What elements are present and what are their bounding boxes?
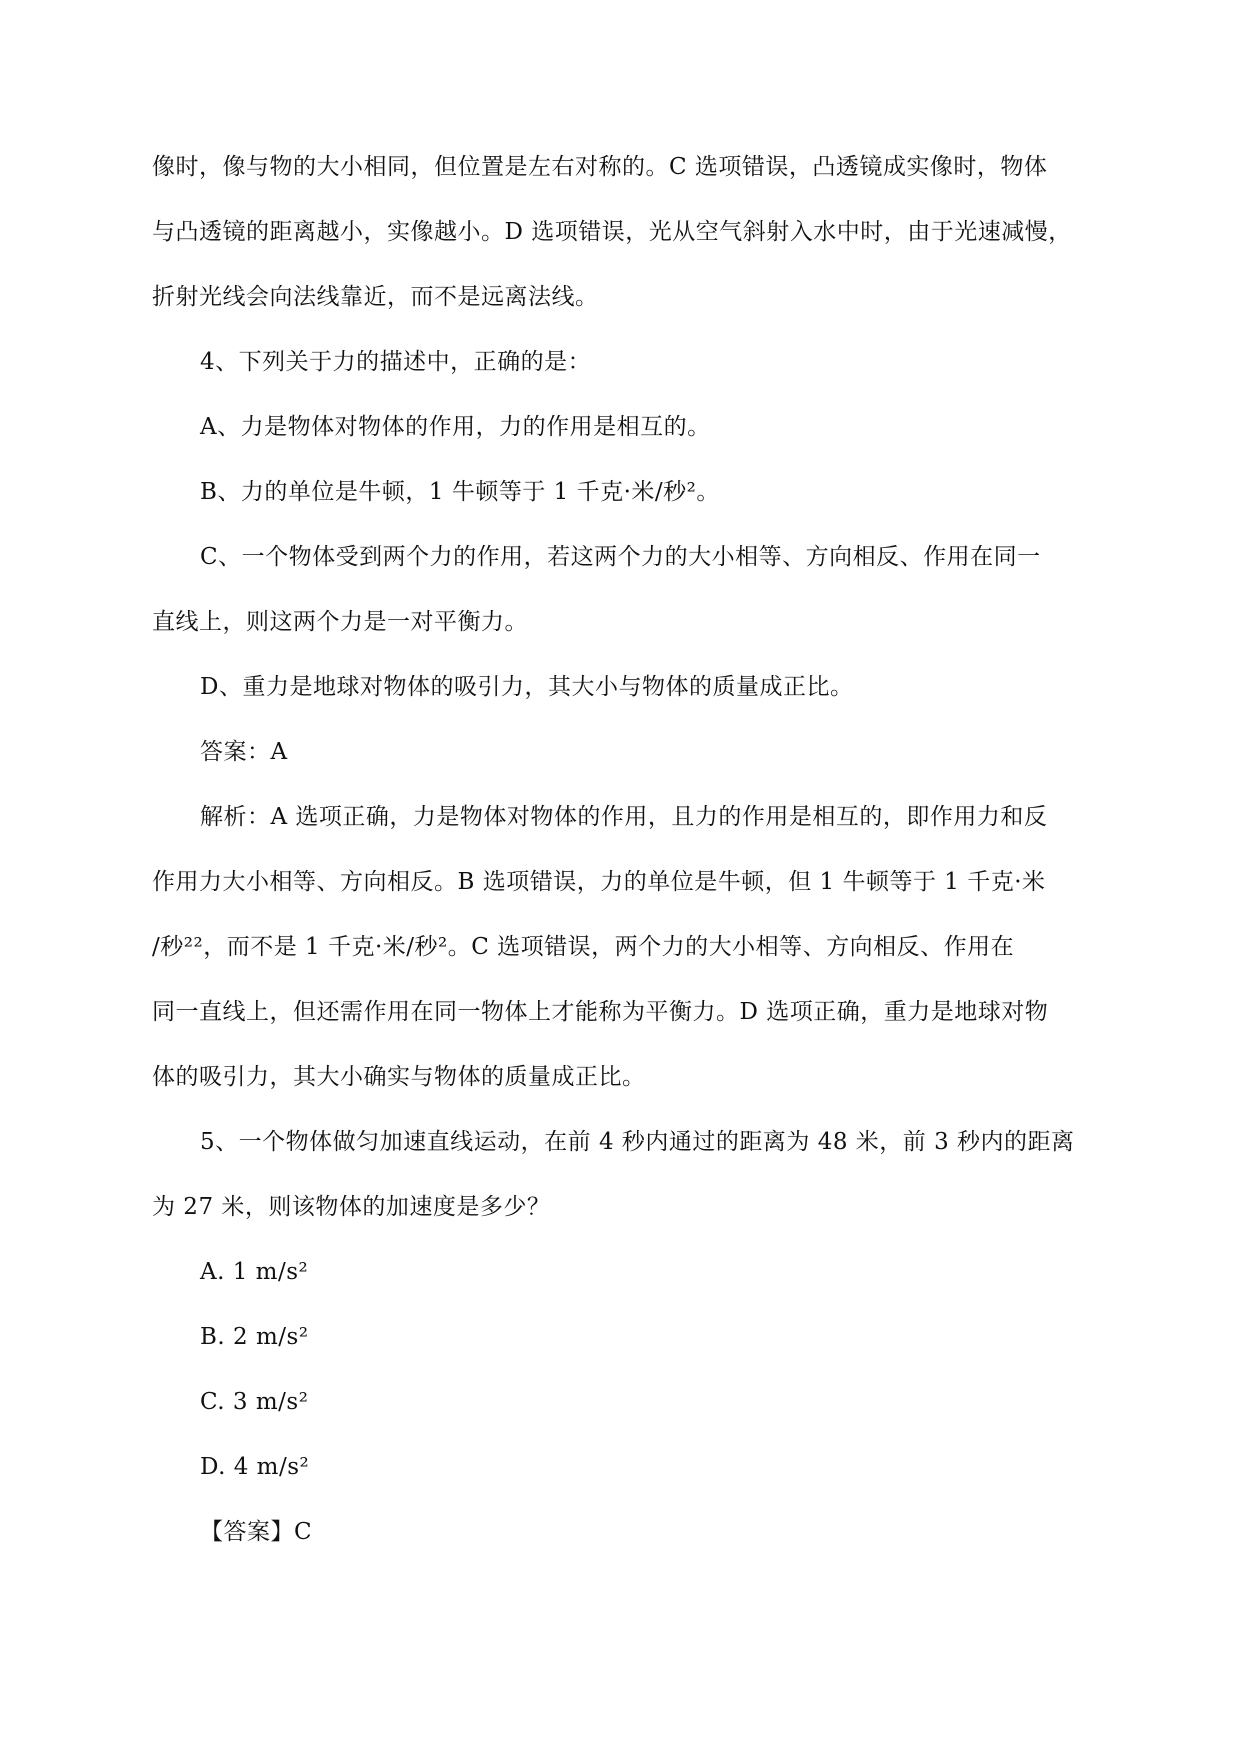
question-4-option-b: B、力的单位是牛顿，1 牛顿等于 1 千克·米/秒²。 [200, 479, 720, 505]
question-4-explanation: 解析：A 选项正确，力是物体对物体的作用，且力的作用是相互的，即作用力和反 [200, 804, 1048, 830]
text-line: 体的吸引力，其大小确实与物体的质量成正比。 [152, 1064, 646, 1090]
question-5-option-c: C. 3 m/s² [200, 1389, 309, 1415]
question-4-option-d: D、重力是地球对物体的吸引力，其大小与物体的质量成正比。 [200, 674, 854, 700]
question-5-option-d: D. 4 m/s² [200, 1454, 310, 1480]
text-line: 像时，像与物的大小相同，但位置是左右对称的。C 选项错误，凸透镜成实像时，物体 [152, 154, 1048, 180]
question-5-option-a: A. 1 m/s² [200, 1259, 309, 1285]
question-4-option-c: C、一个物体受到两个力的作用，若这两个力的大小相等、方向相反、作用在同一 [200, 544, 1041, 570]
text-line: 与凸透镜的距离越小，实像越小。D 选项错误，光从空气斜射入水中时，由于光速减慢， [152, 219, 1072, 245]
question-5-answer: 【答案】C [200, 1519, 313, 1545]
text-line: 作用力大小相等、方向相反。B 选项错误，力的单位是牛顿，但 1 牛顿等于 1 千克·米 [152, 869, 1046, 895]
question-4-option-c-cont: 直线上，则这两个力是一对平衡力。 [152, 609, 528, 635]
text-line: 折射光线会向法线靠近，而不是远离法线。 [152, 284, 599, 310]
text-line: 同一直线上，但还需作用在同一物体上才能称为平衡力。D 选项正确，重力是地球对物 [152, 999, 1049, 1025]
question-5-option-b: B. 2 m/s² [200, 1324, 309, 1350]
question-4-answer: 答案：A [200, 739, 288, 765]
question-5-stem: 5、一个物体做匀加速直线运动，在前 4 秒内通过的距离为 48 米，前 3 秒内的距离 [200, 1129, 1075, 1155]
text-line: /秒²²，而不是 1 千克·米/秒²。C 选项错误，两个力的大小相等、方向相反、作用在 [152, 934, 1015, 960]
question-4-stem: 4、下列关于力的描述中，正确的是： [200, 349, 592, 375]
question-5-stem-cont: 为 27 米，则该物体的加速度是多少？ [152, 1194, 551, 1220]
question-4-option-a: A、力是物体对物体的作用，力的作用是相互的。 [200, 414, 711, 440]
